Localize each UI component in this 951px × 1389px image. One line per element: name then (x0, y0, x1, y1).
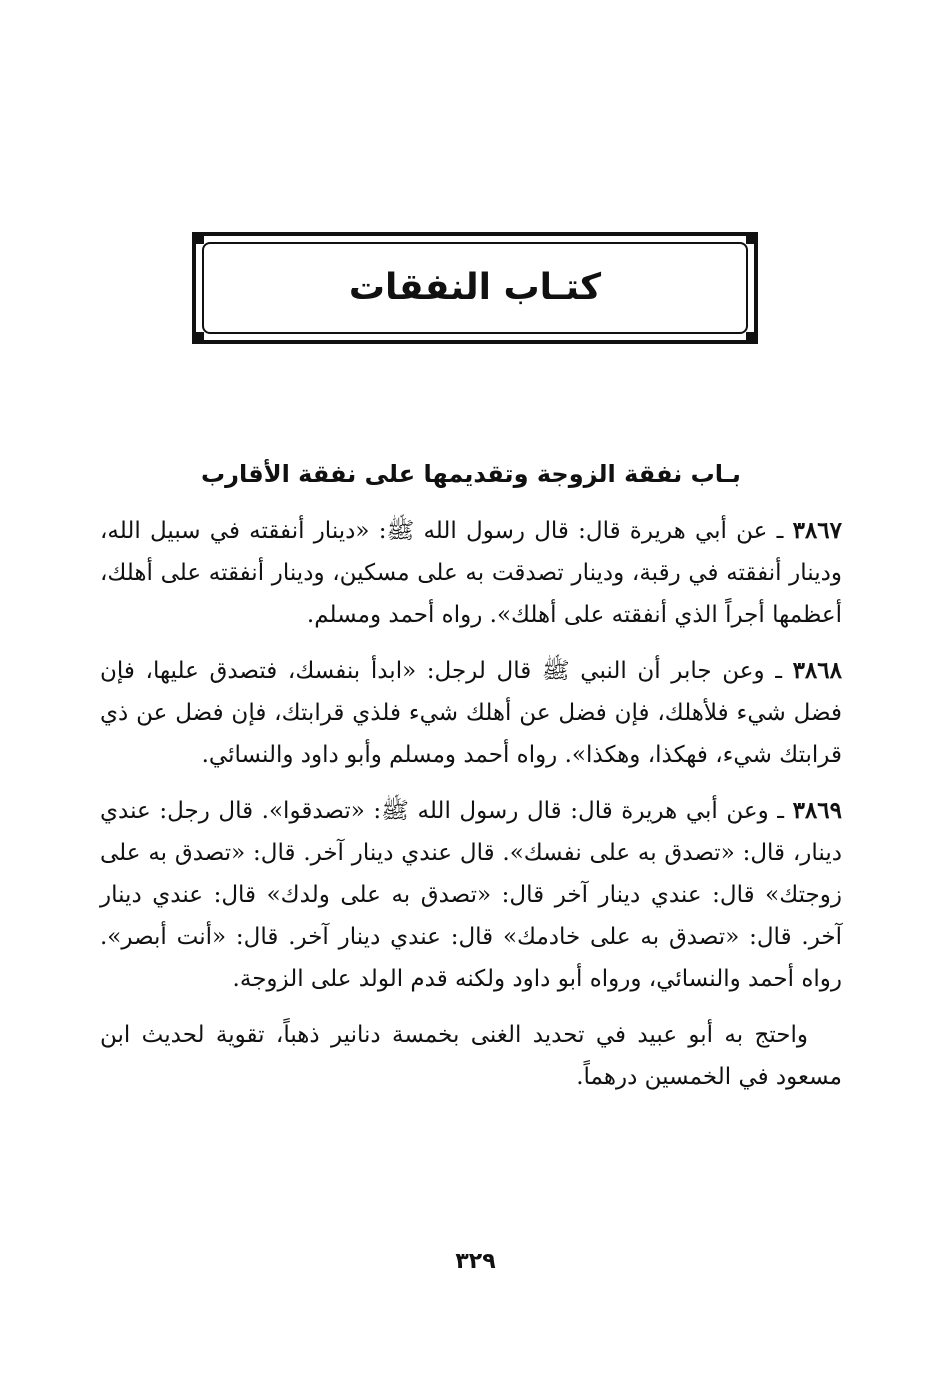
hadith-entry (100, 510, 842, 636)
hadith-number: ٣٨٦٨ (792, 657, 842, 684)
frame-corner-ornament (195, 235, 204, 244)
frame-corner-ornament (195, 332, 204, 341)
chapter-heading: بـاب نفقة الزوجة وتقديمها على نفقة الأقارب (201, 460, 741, 488)
body-text (100, 510, 842, 1098)
title-frame (192, 232, 758, 344)
commentary-note: واحتج به أبو عبيد في تحديد الغنى بخمسة دنانير ذهباً، تقوية لحديث ابن مسعود في الخمسين درهماً. (100, 1022, 842, 1090)
hadith-entry (100, 790, 842, 1000)
hadith-number: ٣٨٦٩ (792, 797, 842, 824)
book-title: كتـاب النفقات (348, 267, 602, 308)
hadith-entry (100, 650, 842, 776)
frame-corner-ornament (746, 332, 755, 341)
hadith-number: ٣٨٦٧ (792, 517, 842, 544)
hadith-text: ـ وعن أبي هريرة قال: قال رسول الله ﷺ: «تصدقوا». قال رجل: عندي دينار، قال: «تصدق به على نفسك». قال عندي دينار آخر. قال: «تصدق به على زوجتك» قال: عندي دينار آخر قال: «تصدق به على ولدك» قال: عندي دينار آخر. قال: «تصدق به على خادمك» قال: عندي دينار آخر. قال: «أنت أبصر». رواه أحمد والنسائي، ورواه أبو داود ولكنه قدم الولد على الزوجة. (100, 798, 842, 992)
hadith-text: ـ وعن جابر أن النبي ﷺ قال لرجل: «ابدأ بنفسك، فتصدق عليها، فإن فضل شيء فلأهلك، فإن فضل عن أهلك شيء فلذي قرابتك، فإن فضل عن ذي قرابتك شيء، فهكذا، وهكذا». رواه أحمد ومسلم وأبو داود والنسائي. (100, 658, 842, 768)
page-number: ٣٢٩ (455, 1249, 496, 1274)
hadith-text: ـ عن أبي هريرة قال: قال رسول الله ﷺ: «دينار أنفقته في سبيل الله، ودينار أنفقته في رقبة، ودينار تصدقت به على مسكين، ودينار أنفقته على أهلك، أعظمها أجراً الذي أنفقته على أهلك». رواه أحمد ومسلم. (100, 518, 842, 628)
frame-corner-ornament (746, 235, 755, 244)
